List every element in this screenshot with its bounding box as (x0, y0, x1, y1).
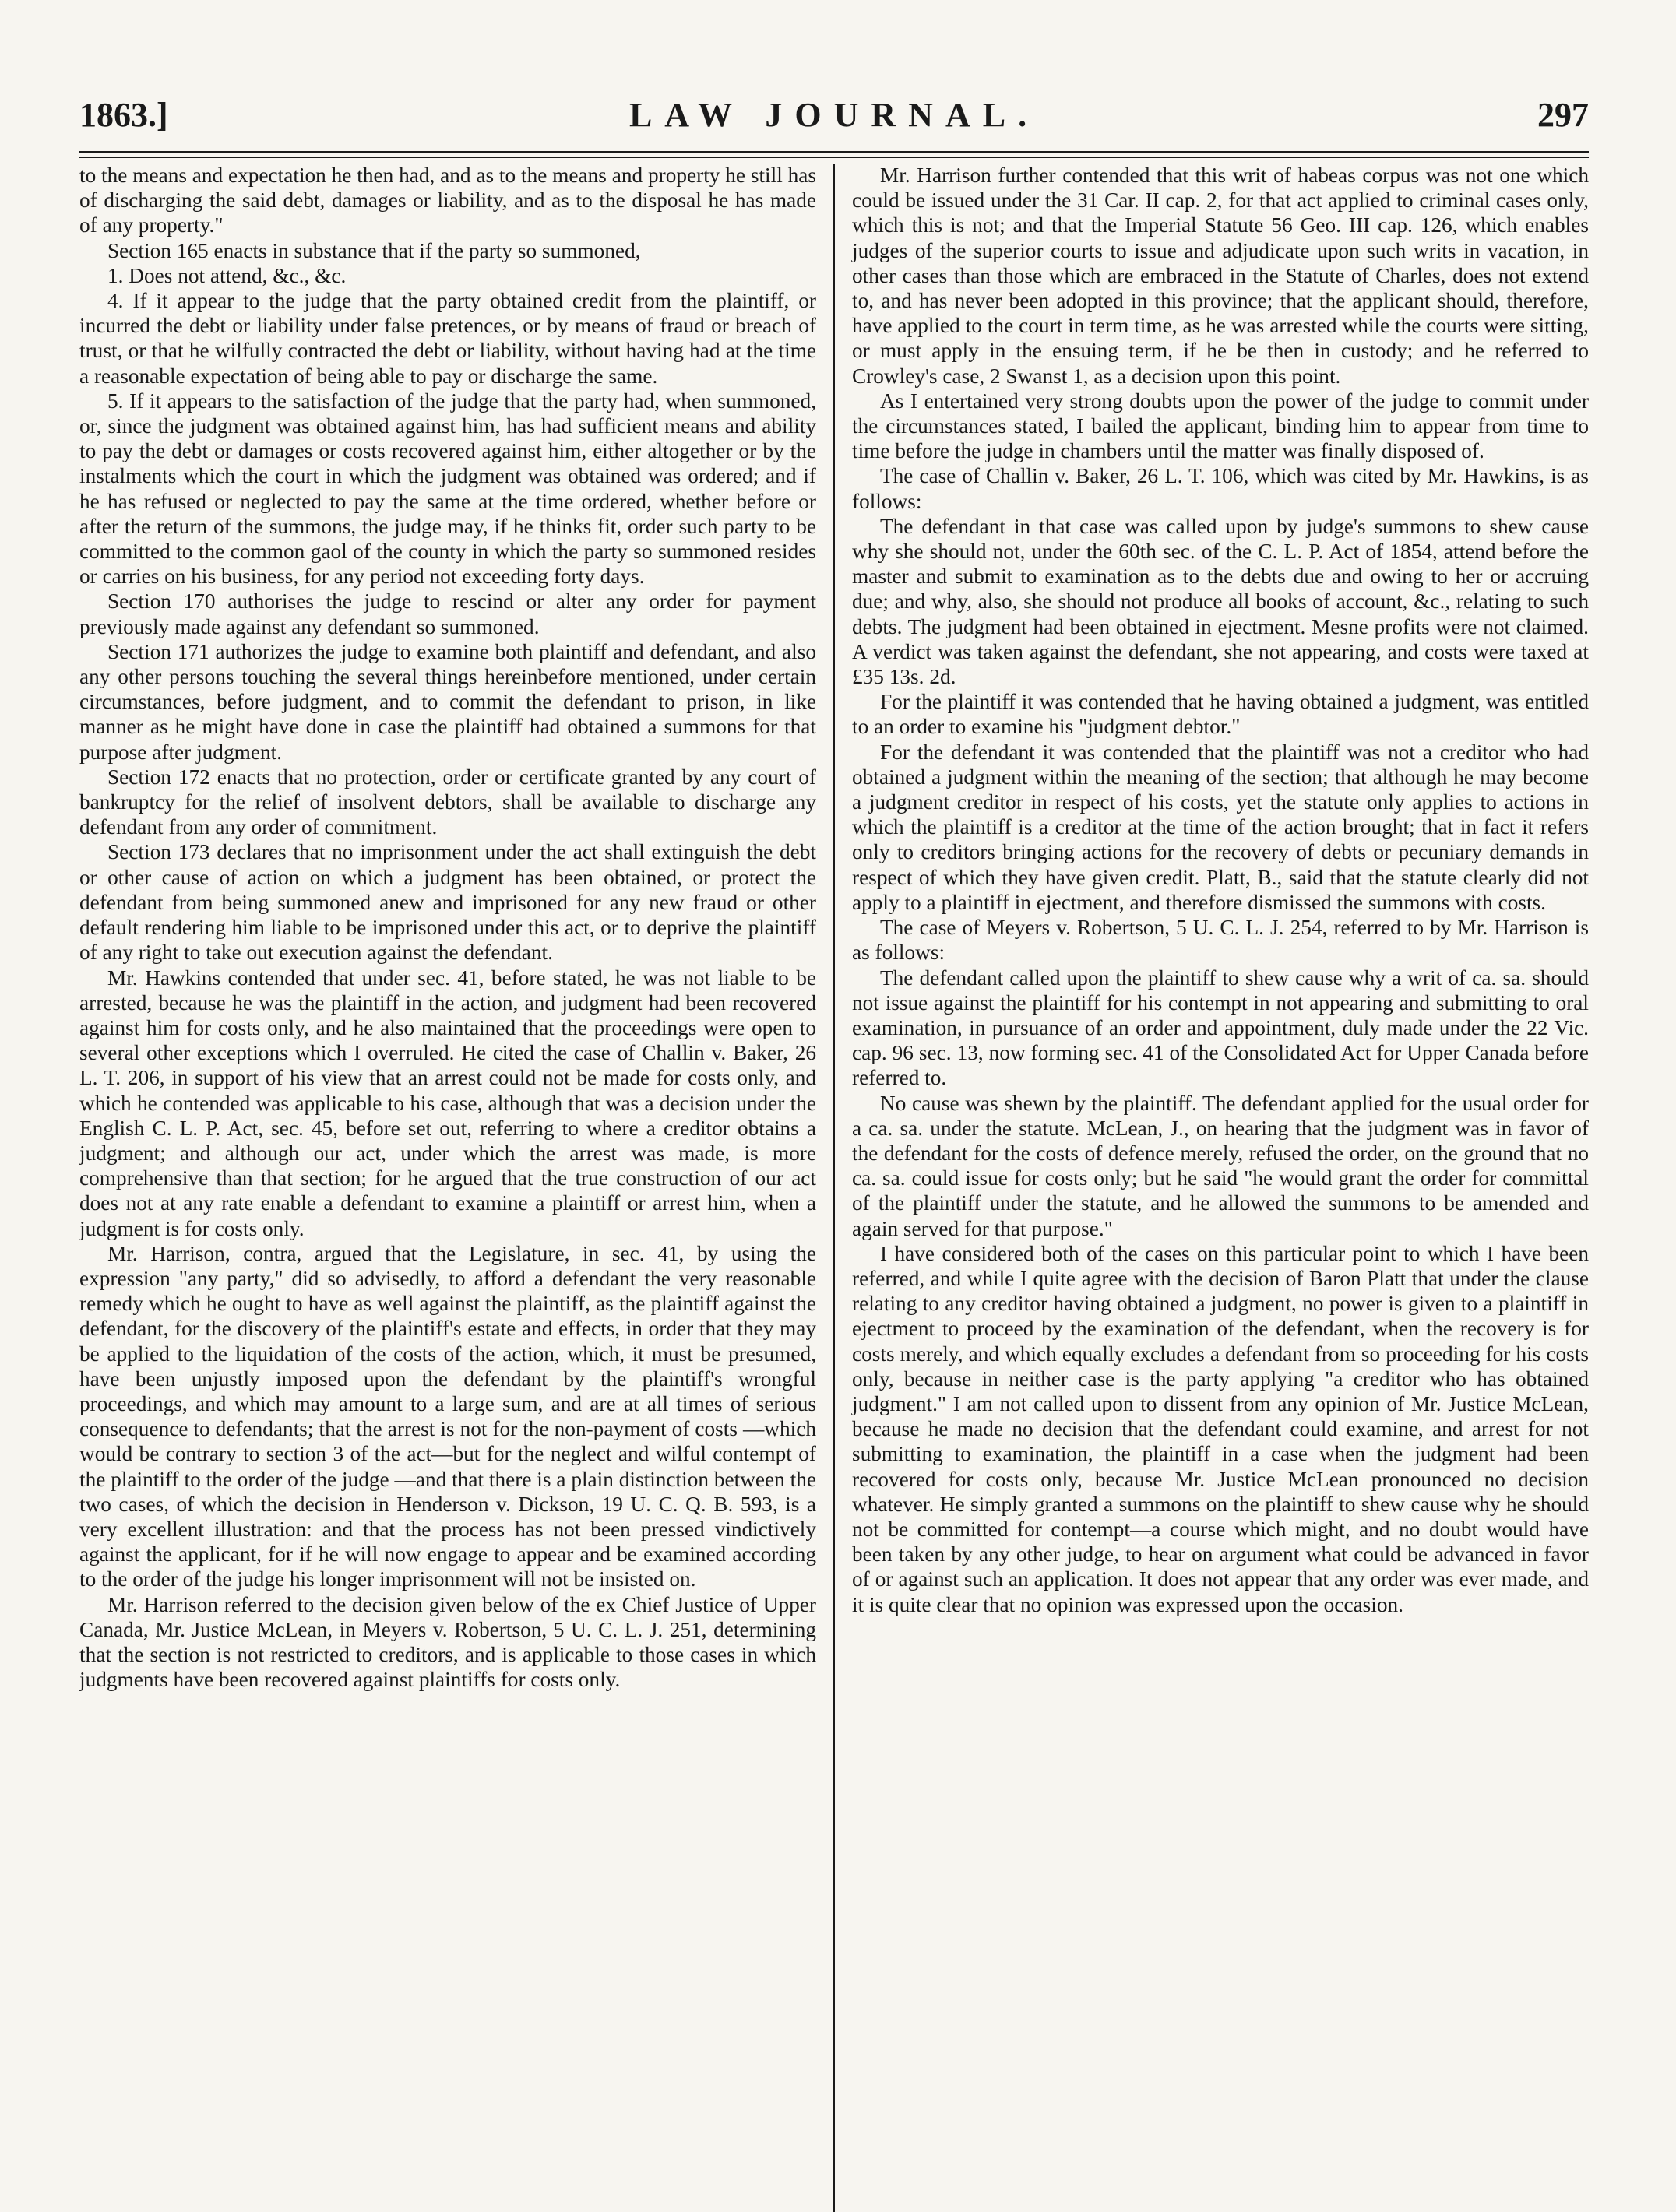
paragraph: The case of Challin v. Baker, 26 L. T. 106, which was cited by Mr. Hawkins, is as follows: (851, 464, 1589, 513)
paragraph: For the plaintiff it was contended that he having obtained a judgment, was entitled to an order to examine his "judgment debtor." (851, 690, 1589, 739)
paragraph: No cause was shewn by the plaintiff. The defendant applied for the usual order for a ca. sa. under the statute. McLean, J., on hearing that the judgment was in favor of the defendant for the costs of defence merely, refused the order, on the ground that no ca. sa. could issue for costs only; but he said "he would grant the order for committal of the plaintiff under the statute, and he allowed the summons to be amended and again served for that purpose." (851, 1091, 1589, 1240)
paragraph: The case of Meyers v. Robertson, 5 U. C. L. J. 254, referred to by Mr. Harrison is as follows: (851, 916, 1589, 965)
journal-title: LAW JOURNAL. (628, 96, 1040, 134)
paragraph: Section 165 enacts in substance that if the party so summoned, (107, 238, 641, 262)
header-rule-thin (79, 157, 1589, 158)
paragraph: Section 173 declares that no imprisonment under the act shall extinguish the debt or other cause of action on which a judgment has been obtained, or protect the defendant from being summoned anew and imprisoned for any new fraud or other default rendering him liable to be imprisoned under this act, or to deprive the plaintiff of any right to take out execution against the defendant. (79, 840, 817, 965)
paragraph: Mr. Harrison further contended that this writ of habeas corpus was not one which could be issued under the 31 Car. II cap. 2, for that act applied to criminal cases only, which this is not; and that the Imperial Statute 56 Geo. III cap. 126, which enables judges of the superior courts to issue and adjudicate upon such writs in vacation, in other cases than those which are embraced in the Statute of Charles, does not extend to, and has never been adopted in this province; that the applicant should, therefore, have applied to the court in term time, as he was arrested while the courts were sitting, or must apply in the ensuing term, if he be then in custody; and he referred to Crowley's case, 2 Swanst 1, as a decision upon this point. (851, 164, 1589, 388)
paragraph: Section 171 authorizes the judge to examine both plaintiff and defendant, and also any other persons touching the several things hereinbefore mentioned, under certain circumstances, before judgment, and to commit the defendant to prison, in like manner as he might have done in case the plaintiff had obtained a summons for that purpose after judgment. (79, 639, 817, 764)
header-rule (79, 151, 1589, 153)
paragraph: For the defendant it was contended that the plaintiff was not a creditor who had obtained a judgment within the meaning of the section; that although he may become a judgment creditor in respect of his costs, yet the statute only applies to actions in which the plaintiff is a creditor at the time of the action brought; that in fact it refers only to creditors bringing actions for the recovery of debts or pecuniary demands in respect of which they have given credit. Platt, B., said that the statute clearly did not apply to a plaintiff in ejectment, and therefore dismissed the summons with costs. (851, 740, 1589, 914)
paragraph: Section 172 enacts that no protection, order or certificate granted by any court of bankruptcy for the relief of insolvent debtors, shall be available to discharge any defendant from any order of commitment. (79, 765, 817, 839)
paragraph: The defendant called upon the plaintiff to shew cause why a writ of ca. sa. should not issue against the plaintiff for his contempt in not appearing and submitting to oral examination, in pursuance of an order and appointment, duly made under the 22 Vic. cap. 96 sec. 13, now forming sec. 41 of the Consolidated Act for Upper Canada before referred to. (851, 965, 1589, 1090)
paragraph: Mr. Harrison referred to the decision given below of the ex Chief Justice of Upper Canada, Mr. Justice McLean, in Meyers v. Robertson, 5 U. C. L. J. 251, determining that the section is not restricted to creditors, and is applicable to those cases in which judgments have been recovered against plaintiffs for costs only. (79, 1592, 817, 1692)
paragraph: 1. Does not attend, &c., &c. (107, 263, 347, 287)
paragraph: to the means and expectation he then had, and as to the means and property he still has of discharging the said debt, damages or liability, and as to the disposal he has made of any property." (79, 164, 817, 237)
paragraph: Section 170 authorises the judge to rescind or alter any order for payment previously made against any defendant so summoned. (79, 589, 817, 638)
paragraph: The defendant in that case was called upon by judge's summons to shew cause why she should not, under the 60th sec. of the C. L. P. Act of 1854, attend before the master and submit to examination as to the debts due and owing to her or accruing due; and why, also, she should not produce all books of account, &c., relating to such debts. The judgment had been obtained in ejectment. Mesne profits were not claimed. A verdict was taken against the defendant, she not appearing, and costs were taxed at £35 13s. 2d. (851, 514, 1589, 689)
page-number: 297 (1537, 96, 1589, 134)
paragraph: As I entertained very strong doubts upon the power of the judge to commit under the circumstances stated, I bailed the applicant, binding him to appear from time to time before the judge in chambers until the matter was finally disposed of. (851, 389, 1589, 463)
header-year: 1863.] (79, 96, 168, 134)
left-column (79, 163, 833, 2212)
text-columns (79, 163, 1589, 2212)
paragraph: 5. If it appears to the satisfaction of the judge that the party had, when summoned, or, since the judgment was obtained against him, has had sufficient means and ability to pay the debt or damages or costs recovered against him, either altogether or by the instalments which the court in which the judgment was obtained was ordered; and if he has refused or neglected to pay the same at the time ordered, whether before or after the return of the summons, the judge may, if he thinks fit, order such party to be committed to the common gaol of the county in which the party so summoned resides or carries on his business, for any period not exceeding forty days. (79, 389, 817, 589)
running-header (79, 95, 1589, 149)
paragraph: I have considered both of the cases on this particular point to which I have been referred, and while I quite agree with the decision of Baron Platt that under the clause relating to any creditor having obtained a judgment, no power is given to a plaintiff in ejectment to proceed by the examination of the defendant, when the recovery is for costs merely, and which equally excludes a defendant from so proceeding for his costs only, because in neither case is the party applying "a creditor who has obtained judgment." I am not called upon to dissent from any opinion of Mr. Justice McLean, because he made no decision that the defendant could examine, and arrest for not submitting to examination, the plaintiff in a case when the judgment had been recovered for costs only, because Mr. Justice McLean pronounced no decision whatever. He simply granted a summons on the plaintiff to shew cause why he should not be committed for contempt—a course which might, and no doubt would have been taken by any other judge, to hear on argument what could be advanced in favor of or against such an application. It does not appear that any order was ever made, and it is quite clear that no opinion was expressed upon the occasion. (851, 1241, 1589, 1616)
paragraph: Mr. Hawkins contended that under sec. 41, before stated, he was not liable to be arrested, because he was the plaintiff in the action, and judgment had been recovered against him for costs only, and he also maintained that the proceedings were open to several other exceptions which I overruled. He cited the case of Challin v. Baker, 26 L. T. 206, in support of his view that an arrest could not be made for costs only, and which he contended was applicable to his case, although that was a decision under the English C. L. P. Act, sec. 45, before set out, referring to where a creditor obtains a judgment; and although our act, under which the arrest was made, is more comprehensive than that section; for he argued that the true construction of our act does not at any rate enable a defendant to examine a plaintiff or arrest him, when a judgment is for costs only. (79, 965, 817, 1240)
paragraph: Mr. Harrison, contra, argued that the Legislature, in sec. 41, by using the expression "any party," did so advisedly, to afford a defendant the very reasonable remedy which he ought to have as well against the plaintiff, as the plaintiff against the defendant, for the discovery of the plaintiff's estate and effects, in order that they may be applied to the liquidation of the costs of the action, which, it must be presumed, have been unjustly imposed upon the defendant by the plaintiff's wrongful proceedings, and which may amount to a large sum, and are at all times of serious consequence to defendants; that the arrest is not for the non-payment of costs —which would be contrary to section 3 of the act—but for the neglect and wilful contempt of the plaintiff to the order of the judge —and that there is a plain distinction between the two cases, of which the decision in Henderson v. Dickson, 19 U. C. Q. B. 593, is a very excellent illustration: and that the process has not been pressed vindictively against the applicant, for if he will now engage to appear and be examined according to the order of the judge his longer imprisonment will not be insisted on. (79, 1241, 817, 1591)
right-column (835, 163, 1589, 2212)
paragraph: 4. If it appear to the judge that the party obtained credit from the plaintiff, or incurred the debt or liability under false pretences, or by means of fraud or breach of trust, or that he wilfully contracted the debt or liability, without having had at the time a reasonable expectation of being able to pay or discharge the same. (79, 289, 817, 388)
